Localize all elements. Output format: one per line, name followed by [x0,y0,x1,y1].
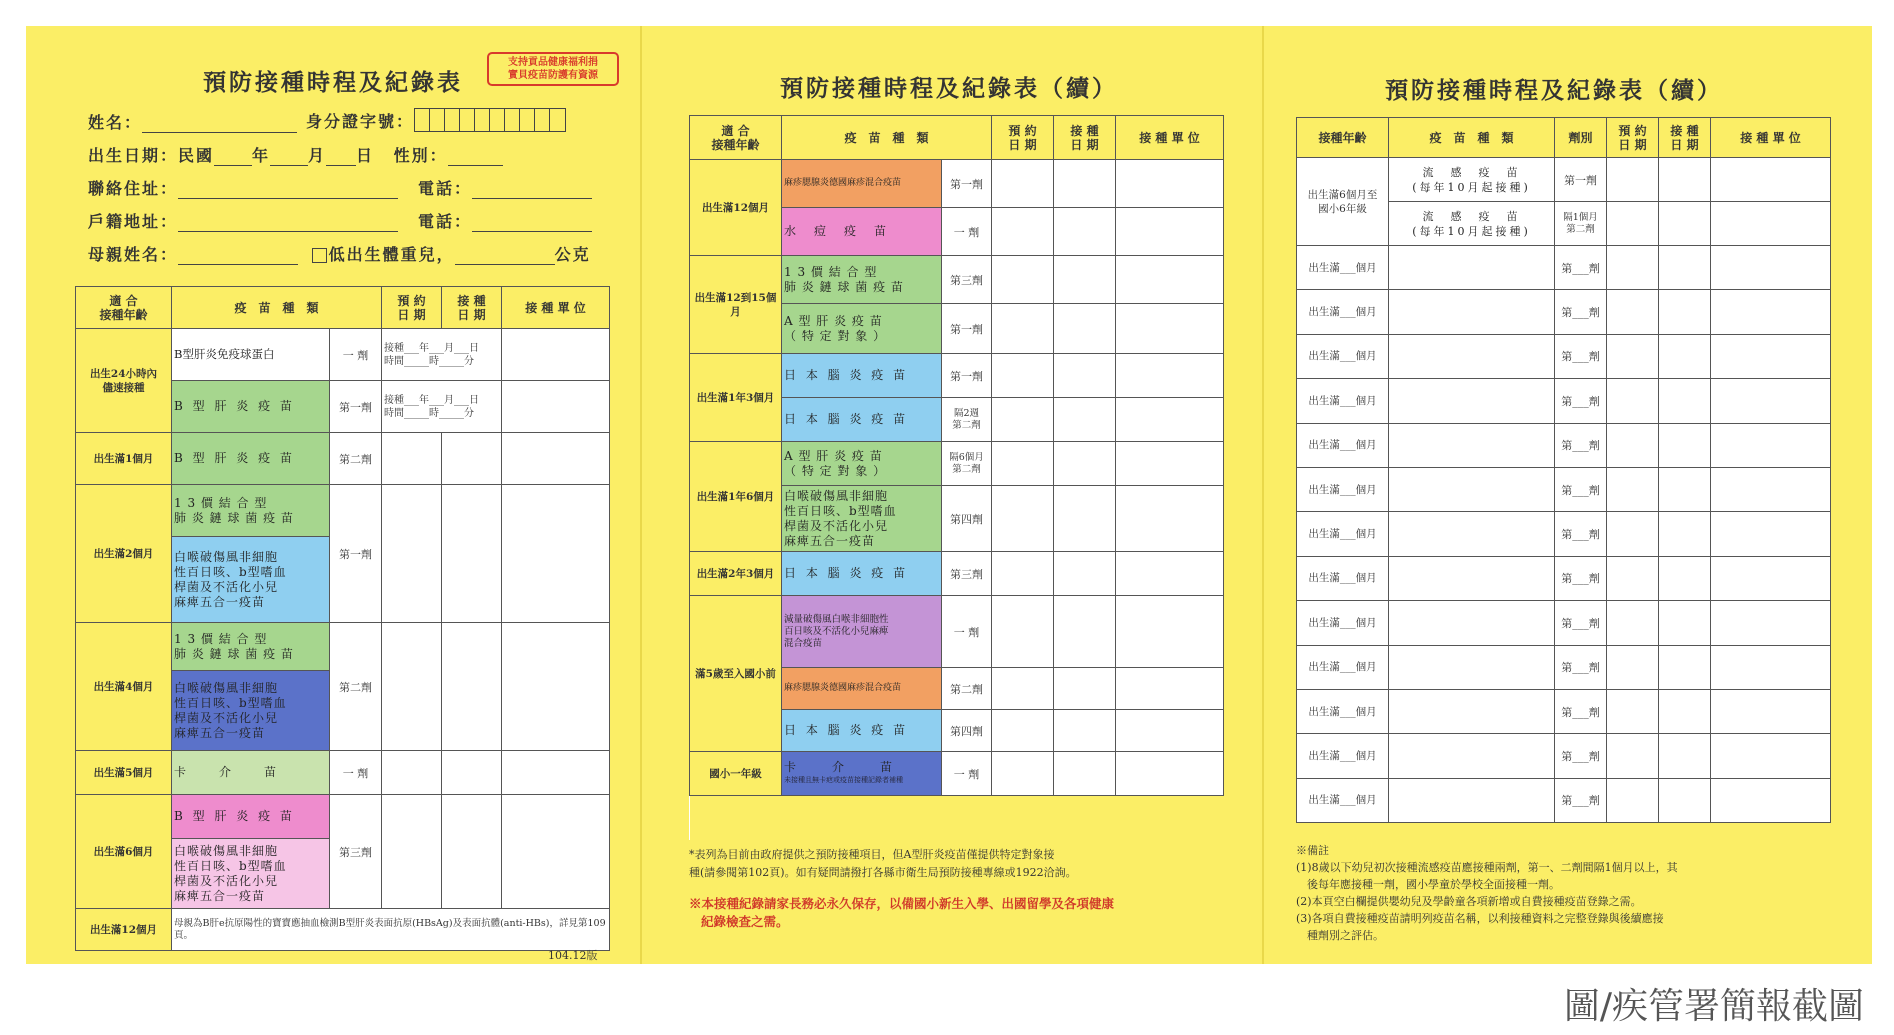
dose-cell: 第一劑 [330,485,382,623]
vaccine-cell: 1 3 價 結 合 型 肺 炎 鏈 球 菌 疫 苗 [172,485,330,537]
phone-label: 電話： [418,179,473,198]
unit-cell[interactable] [1116,486,1224,552]
appointment-cell[interactable] [1607,379,1659,423]
vaccine-cell: 水 痘 疫 苗 [782,208,942,256]
age-cell[interactable]: 出生滿___個月 [1297,734,1389,778]
age-cell[interactable]: 出生滿___個月 [1297,556,1389,600]
table-row [1297,246,1831,290]
appointment-cell[interactable] [1607,467,1659,511]
dose-cell: 第二劑 [330,433,382,485]
appointment-cell[interactable] [992,442,1054,486]
appointment-cell[interactable] [992,304,1054,354]
unit-cell[interactable] [1116,442,1224,486]
vaccine-cell: 日 本 腦 炎 疫 苗 [782,552,942,596]
appointment-cell[interactable] [992,160,1054,208]
record-cell[interactable]: 接種___年___月___日 時間_____時_____分 [382,381,502,433]
unit-cell[interactable] [1711,734,1831,778]
appointment-cell[interactable] [992,256,1054,304]
unit-cell[interactable] [1116,398,1224,442]
footnote-line: *表列為目前由政府提供之預防接種項目，但A型肝炎疫苗僅提供特定對象接 [689,848,1055,861]
table-row [1297,334,1831,378]
age-cell: 出生滿6個月 [76,795,172,909]
date-cell[interactable] [1659,246,1711,290]
unit-cell[interactable] [1116,596,1224,668]
unit-cell[interactable] [1711,158,1831,202]
age-cell: 出生滿12個月 [76,909,172,951]
date-cell[interactable] [442,795,502,909]
table-end [690,796,1224,840]
age-cell[interactable]: 出生滿___個月 [1297,645,1389,689]
dose-cell: 一 劑 [942,752,992,796]
age-cell[interactable]: 出生滿___個月 [1297,467,1389,511]
appointment-cell[interactable] [992,710,1054,752]
date-cell[interactable] [1054,256,1116,304]
dose-cell[interactable]: 第___劑 [1555,512,1607,556]
age-cell: 出生滿1年6個月 [690,442,782,552]
dose-cell: 一 劑 [942,596,992,668]
appointment-cell[interactable] [1607,423,1659,467]
header-unit: 接 種 單 位 [1711,118,1831,158]
fold-line [1262,26,1264,964]
phone2-field[interactable] [418,209,592,232]
dose-cell[interactable]: 第___劑 [1555,601,1607,645]
dose-cell: 第三劑 [942,552,992,596]
table-row [1297,290,1831,334]
date-cell[interactable] [1659,467,1711,511]
date-cell[interactable] [1054,710,1116,752]
appointment-cell[interactable] [382,433,442,485]
dose-cell: 第三劑 [330,795,382,909]
vaccine-cell: A 型 肝 炎 疫 苗 （ 特 定 對 象 ） [782,442,942,486]
household-label: 戶籍地址： [88,212,179,231]
unit-cell[interactable] [1116,668,1224,710]
vaccine-cell: 白喉破傷風非細胞 性百日咳、b型嗜血 桿菌及不活化小兒 麻痺五合一疫苗 [172,671,330,751]
appointment-cell[interactable] [1607,645,1659,689]
unit-cell[interactable] [1711,379,1831,423]
vaccine-cell: 流 感 疫 苗 (每年10月起接種) [1389,158,1555,202]
dose-cell: 隔1個月 第二劑 [1555,202,1607,246]
appointment-cell[interactable] [382,485,442,623]
appointment-cell[interactable] [1607,290,1659,334]
age-cell: 出生滿12到15個月 [690,256,782,354]
red-note-line: 紀錄檢查之需。 [701,914,789,929]
dose-cell[interactable]: 第___劑 [1555,246,1607,290]
date-cell[interactable] [1659,334,1711,378]
mother-label: 母親姓名： [88,245,179,264]
appointment-cell[interactable] [992,668,1054,710]
header-age: 適 合 接種年齡 [690,116,782,160]
address-label: 聯絡住址： [88,179,179,198]
dose-cell: 第一劑 [942,304,992,354]
appointment-cell[interactable] [1607,158,1659,202]
dose-cell[interactable]: 第___劑 [1555,379,1607,423]
vaccine-name: 卡 介 苗 [784,759,897,774]
header-date: 接 種 日 期 [442,287,502,329]
date-cell[interactable] [1054,552,1116,596]
age-cell: 出生滿2年3個月 [690,552,782,596]
table-row [1297,379,1831,423]
appointment-cell[interactable] [992,596,1054,668]
dose-cell: 隔6個月 第二劑 [942,442,992,486]
vaccine-cell[interactable] [1389,601,1555,645]
vaccine-cell: 減量破傷風白喉非細胞性 百日咳及不活化小兒麻痺 混合疫苗 [782,596,942,668]
red-note [689,895,1114,931]
vaccine-cell [782,752,942,796]
appointment-cell[interactable] [992,208,1054,256]
age-cell: 出生滿1個月 [76,433,172,485]
age-cell[interactable]: 出生滿___個月 [1297,601,1389,645]
panel2-title: 預防接種時程及紀錄表（續） [780,75,1118,102]
vaccine-cell[interactable] [1389,556,1555,600]
panel3-title: 預防接種時程及紀錄表（續） [1385,77,1723,104]
remark-line: (3)各項自費接種疫苗請明列疫苗名稱，以利接種資料之完整登錄與後續應接 [1296,912,1664,925]
birth-field[interactable] [88,143,503,166]
unit-cell[interactable] [1116,552,1224,596]
age-cell[interactable]: 出生滿___個月 [1297,689,1389,733]
vaccine-cell: 日 本 腦 炎 疫 苗 [782,710,942,752]
appointment-cell[interactable] [992,354,1054,398]
vaccine-cell: B 型 肝 炎 疫 苗 [172,795,330,839]
vaccine-cell: 日 本 腦 炎 疫 苗 [782,398,942,442]
stamp [487,52,619,86]
date-cell[interactable] [1659,645,1711,689]
date-cell[interactable] [1659,423,1711,467]
unit-cell[interactable] [1711,423,1831,467]
age-cell: 出生滿6個月至 國小6年級 [1297,158,1389,246]
mother-field[interactable] [88,242,591,265]
dose-cell: 一 劑 [942,208,992,256]
vaccine-cell: 1 3 價 結 合 型 肺 炎 鏈 球 菌 疫 苗 [782,256,942,304]
dose-cell[interactable]: 第___劑 [1555,467,1607,511]
id-field[interactable] [306,108,566,132]
dose-cell: 第一劑 [942,160,992,208]
header-age: 接種年齡 [1297,118,1389,158]
age-cell[interactable]: 出生滿___個月 [1297,290,1389,334]
unit-cell[interactable] [1711,645,1831,689]
appointment-cell[interactable] [992,552,1054,596]
vaccine-cell[interactable] [1389,290,1555,334]
age-cell: 滿5歲至入國小前 [690,596,782,752]
unit-cell[interactable] [502,795,610,909]
red-note-line: ※本接種紀錄請家長務必永久保存，以備國小新生入學、出國留學及各項健康 [689,896,1115,911]
header-dose: 劑別 [1555,118,1607,158]
appointment-cell[interactable] [992,486,1054,552]
id-boxes[interactable] [414,108,566,132]
age-cell: 出生滿5個月 [76,751,172,795]
dose-cell[interactable]: 第___劑 [1555,645,1607,689]
date-cell[interactable] [1054,304,1116,354]
phone-field[interactable] [418,176,592,199]
remark-line: 後每年應接種一劑，國小學童於學校全面接種一劑。 [1296,878,1560,891]
remark-line: (1)8歲以下幼兒初次接種流感疫苗應接種兩劑，第一、二劑間隔1個月以上，其 [1296,861,1678,874]
image-caption: 圖/疾管署簡報截圖 [1563,986,1864,1027]
dose-cell: 第一劑 [1555,158,1607,202]
table-row [1297,467,1831,511]
unit-cell[interactable] [1711,334,1831,378]
date-cell[interactable] [1659,601,1711,645]
vaccine-cell[interactable] [1389,645,1555,689]
phone2-label: 電話： [418,212,473,231]
header-date: 接 種 日 期 [1659,118,1711,158]
unit-cell[interactable] [1711,512,1831,556]
date-cell[interactable] [442,751,502,795]
vaccine-subnote: 未接種且無卡疤或疫苗接種記錄者補種 [784,775,903,784]
footnote-line: 種(請參閱第102頁)。如有疑問請撥打各縣市衛生局預防接種專線或1922洽詢。 [689,866,1077,879]
date-cell[interactable] [1659,512,1711,556]
vaccine-cell[interactable] [1389,512,1555,556]
header-vaccine: 疫 苗 種 類 [782,116,992,160]
name-field[interactable] [88,110,297,133]
vaccine-cell: 流 感 疫 苗 (每年10月起接種) [1389,202,1555,246]
date-cell[interactable] [1054,752,1116,796]
header-age: 適 合 接種年齡 [76,287,172,329]
remark-line: (2)本頁空白欄提供嬰幼兒及學齡童各項新增或自費接種疫苗登錄之需。 [1296,895,1642,908]
date-cell[interactable] [1659,202,1711,246]
day-label: 日 [356,146,375,165]
vaccine-cell: 卡 介 苗 [172,751,330,795]
dose-cell: 一 劑 [330,329,382,381]
date-cell[interactable] [1054,668,1116,710]
date-cell[interactable] [1659,158,1711,202]
age-cell: 出生滿4個月 [76,623,172,751]
unit-cell[interactable] [1116,752,1224,796]
table-row [1297,423,1831,467]
dose-cell[interactable]: 第___劑 [1555,423,1607,467]
table-row [1297,778,1831,822]
address-field[interactable] [88,176,398,199]
dose-cell[interactable]: 第___劑 [1555,689,1607,733]
table-row [1297,556,1831,600]
header-unit: 接 種 單 位 [502,287,610,329]
unit-cell[interactable] [1711,556,1831,600]
dose-cell: 第四劑 [942,710,992,752]
header-appointment: 預 約 日 期 [992,116,1054,160]
footnote [689,846,1077,882]
year-label: 年 [252,146,271,165]
age-cell[interactable]: 出生滿___個月 [1297,778,1389,822]
vaccine-cell: B型肝炎免疫球蛋白 [172,329,330,381]
date-cell[interactable] [1659,689,1711,733]
date-cell[interactable] [442,623,502,751]
vaccine-cell[interactable] [1389,246,1555,290]
date-cell[interactable] [1054,160,1116,208]
vaccine-cell: 麻疹腮腺炎德國麻疹混合疫苗 [782,668,942,710]
note-cell: 母親為B肝e抗原陽性的寶寶應抽血檢測B型肝炎表面抗原(HBsAg)及表面抗體(anti-HBs)，詳見第109頁。 [172,909,610,951]
sex-label: 性別： [393,146,448,165]
unit-cell[interactable] [1711,467,1831,511]
age-cell: 出生滿2個月 [76,485,172,623]
age-cell[interactable]: 出生滿___個月 [1297,423,1389,467]
dose-cell[interactable]: 第___劑 [1555,734,1607,778]
unit-cell[interactable] [1711,202,1831,246]
dose-cell: 第四劑 [942,486,992,552]
appointment-cell[interactable] [382,795,442,909]
header-vaccine: 疫 苗 種 類 [1389,118,1555,158]
date-cell[interactable] [1054,596,1116,668]
vaccine-cell: B 型 肝 炎 疫 苗 [172,433,330,485]
dose-cell[interactable]: 第___劑 [1555,778,1607,822]
header-appointment: 預 約 日 期 [382,287,442,329]
lowbirth-checkbox[interactable] [312,248,327,263]
date-cell[interactable] [1659,734,1711,778]
appointment-cell[interactable] [992,398,1054,442]
dose-cell: 隔2週 第二劑 [942,398,992,442]
vaccine-cell[interactable] [1389,734,1555,778]
unit-cell[interactable] [1116,354,1224,398]
dose-cell: 第三劑 [942,256,992,304]
date-cell[interactable] [1054,442,1116,486]
age-cell: 出生滿1年3個月 [690,354,782,442]
date-cell[interactable] [1054,398,1116,442]
remarks-title: ※備註 [1296,844,1329,857]
vaccine-cell[interactable] [1389,379,1555,423]
dose-cell[interactable]: 第___劑 [1555,290,1607,334]
age-cell[interactable]: 出生滿___個月 [1297,512,1389,556]
month-label: 月 [308,146,327,165]
unit-cell[interactable] [502,381,610,433]
age-cell[interactable]: 出生滿___個月 [1297,379,1389,423]
vaccine-cell: 白喉破傷風非細胞 性百日咳、b型嗜血 桿菌及不活化小兒 麻痺五合一疫苗 [172,839,330,909]
appointment-cell[interactable] [1607,689,1659,733]
name-label: 姓名： [88,113,143,132]
date-cell[interactable] [1054,486,1116,552]
appointment-cell[interactable] [1607,334,1659,378]
remarks [1296,842,1678,944]
panel1-table [75,286,610,951]
stamp-line: 實貝疫苗防護有資源 [508,70,598,81]
unit-cell[interactable] [1711,246,1831,290]
panel3-table [1296,117,1831,823]
vaccine-cell[interactable] [1389,334,1555,378]
date-cell[interactable] [442,433,502,485]
panel1-title: 預防接種時程及紀錄表 [203,69,463,96]
unit-cell[interactable] [502,751,610,795]
date-cell[interactable] [1054,354,1116,398]
vaccine-cell: 1 3 價 結 合 型 肺 炎 鏈 球 菌 疫 苗 [172,623,330,671]
dose-cell: 一 劑 [330,751,382,795]
unit-cell[interactable] [1711,689,1831,733]
table-row [1297,734,1831,778]
unit-cell[interactable] [1116,304,1224,354]
stamp-line: 支持貢品健康福利捐 [508,57,598,68]
vaccine-cell: 日 本 腦 炎 疫 苗 [782,354,942,398]
table-row [1297,689,1831,733]
unit-cell[interactable] [1711,778,1831,822]
age-cell: 出生滿12個月 [690,160,782,256]
age-cell[interactable]: 出生滿___個月 [1297,246,1389,290]
date-cell[interactable] [1659,290,1711,334]
vaccine-cell: 麻疹腮腺炎德國麻疹混合疫苗 [782,160,942,208]
table-row [1297,645,1831,689]
table-row [1297,601,1831,645]
date-cell[interactable] [442,485,502,623]
unit-cell[interactable] [1116,208,1224,256]
dose-cell: 第一劑 [942,354,992,398]
table-row [1297,512,1831,556]
vaccine-cell: 白喉破傷風非細胞 性百日咳、b型嗜血 桿菌及不活化小兒 麻痺五合一疫苗 [782,486,942,552]
vaccine-cell[interactable] [1389,689,1555,733]
header-date: 接 種 日 期 [1054,116,1116,160]
dose-cell: 第二劑 [330,623,382,751]
date-cell[interactable] [1659,379,1711,423]
dose-cell[interactable]: 第___劑 [1555,334,1607,378]
id-label: 身分證字號： [306,112,415,131]
panel2-table [689,115,1224,840]
unit-cell[interactable] [1116,256,1224,304]
header-appointment: 預 約 日 期 [1607,118,1659,158]
appointment-cell[interactable] [1607,556,1659,600]
vaccine-cell[interactable] [1389,467,1555,511]
age-cell[interactable]: 出生滿___個月 [1297,334,1389,378]
vaccine-cell[interactable] [1389,423,1555,467]
age-cell: 國小一年級 [690,752,782,796]
unit-cell[interactable] [502,433,610,485]
date-cell[interactable] [1659,556,1711,600]
unit-cell[interactable] [1711,601,1831,645]
appointment-cell[interactable] [382,751,442,795]
dose-cell: 第二劑 [942,668,992,710]
appointment-cell[interactable] [1607,778,1659,822]
unit-cell[interactable] [1711,290,1831,334]
dose-cell: 第一劑 [330,381,382,433]
appointment-cell[interactable] [1607,202,1659,246]
unit-cell[interactable] [1116,160,1224,208]
fold-line [640,26,642,964]
header-unit: 接 種 單 位 [1116,116,1224,160]
unit-cell[interactable] [502,623,610,751]
age-cell: 出生24小時內 儘速接種 [76,329,172,433]
dose-cell[interactable]: 第___劑 [1555,556,1607,600]
vaccine-cell: 白喉破傷風非細胞 性百日咳、b型嗜血 桿菌及不活化小兒 麻痺五合一疫苗 [172,537,330,623]
remark-line: 種劑別之評估。 [1296,929,1384,942]
appointment-cell[interactable] [992,752,1054,796]
kg-label: 公克 [554,245,591,264]
vaccine-cell: A 型 肝 炎 疫 苗 （ 特 定 對 象 ） [782,304,942,354]
unit-cell[interactable] [502,485,610,623]
vaccine-cell: B 型 肝 炎 疫 苗 [172,381,330,433]
unit-cell[interactable] [502,329,610,381]
appointment-cell[interactable] [1607,601,1659,645]
appointment-cell[interactable] [1607,734,1659,778]
birth-label: 出生日期：民國 [88,146,215,165]
record-cell[interactable]: 接種___年___月___日 時間_____時_____分 [382,329,502,381]
lowbirth-label: 低出生體重兒， [328,245,455,264]
date-cell[interactable] [1054,208,1116,256]
unit-cell[interactable] [1116,710,1224,752]
appointment-cell[interactable] [382,623,442,751]
date-cell[interactable] [1659,778,1711,822]
appointment-cell[interactable] [1607,246,1659,290]
header-vaccine: 疫 苗 種 類 [172,287,382,329]
version-label: 104.12版 [548,949,598,962]
household-field[interactable] [88,209,398,232]
appointment-cell[interactable] [1607,512,1659,556]
vaccine-cell[interactable] [1389,778,1555,822]
